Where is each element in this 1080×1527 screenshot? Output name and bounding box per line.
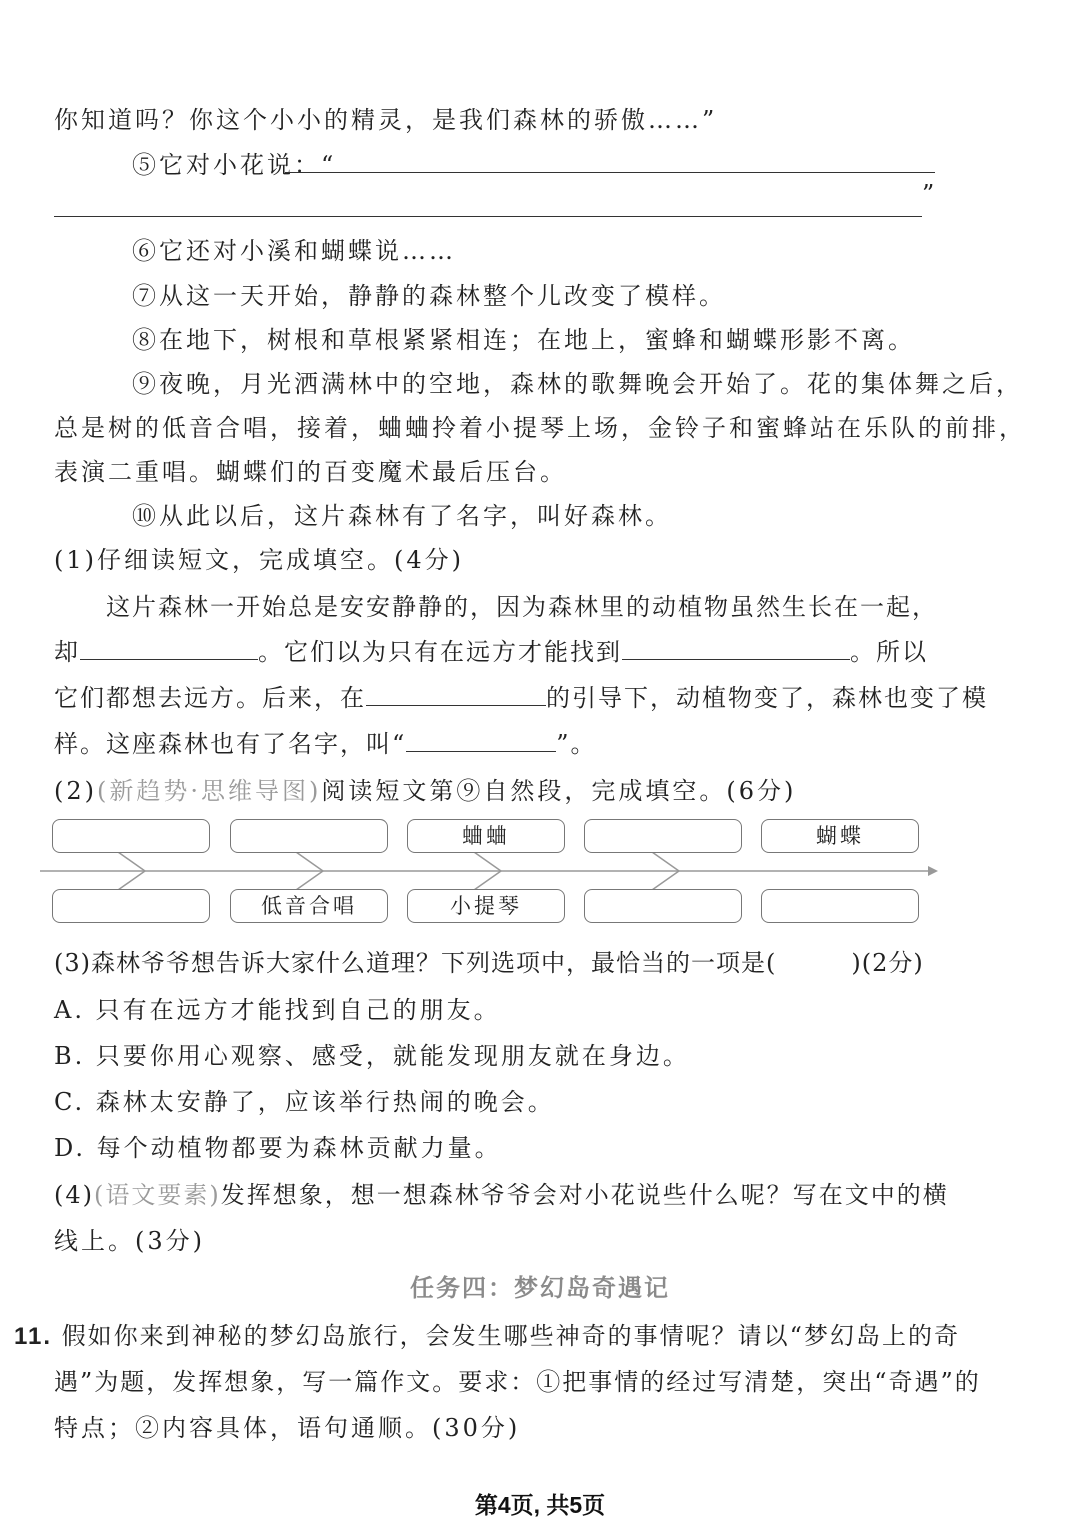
paragraph-9-line: ⑨夜晚，月光洒满林中的空地，森林的歌舞晚会开始了。花的集体舞之后， [132,370,1023,398]
question-text: 阅读短文第⑨自然段，完成填空。(6分) [321,777,797,805]
axis-arrowhead [928,866,938,876]
mind-map-box-top-5: 蝴蝶 [761,819,919,853]
question-tag: (新趋势·思维导图) [97,777,322,805]
page-footer: 第4页, 共5页 [474,1492,606,1518]
paragraph-6: ⑥它还对小溪和蝴蝶说…… [132,237,456,265]
text-span: 却 [54,638,80,666]
question-11-line: 特点；②内容具体，语句通顺。(30分) [54,1414,521,1442]
question-text: 发挥想象，想一想森林爷爷会对小花说些什么呢？写在文中的横 [220,1181,949,1209]
mind-map-box-top-2[interactable] [230,819,388,853]
paragraph-9-line: 表演二重唱。蝴蝶们的百变魔术最后压台。 [54,458,567,486]
text-span: 。它们以为只有在远方才能找到 [258,638,622,666]
option-c[interactable]: C. 森林太安静了，应该举行热闹的晚会。 [54,1088,555,1116]
question-1-prompt: (1)仔细读短文，完成填空。(4分) [54,546,464,574]
question-11 [14,1316,960,1351]
option-a[interactable]: A. 只有在远方才能找到自己的朋友。 [54,996,501,1024]
mind-map-box-top-3: 蛐蛐 [407,819,565,853]
paragraph-8: ⑧在地下，树根和草根紧紧相连；在地上，蜜蜂和蝴蝶形影不离。 [132,326,915,354]
mind-map-box-bottom-3: 小提琴 [407,889,565,923]
question-1-text: 这片森林一开始总是安安静静的，因为森林里的动植物虽然生长在一起， [106,593,938,621]
paragraph-9-line: 总是树的低音合唱，接着，蛐蛐拎着小提琴上场，金铃子和蜜蜂站在乐队的前排， [54,414,1026,442]
text-span: 样。这座森林也有了名字，叫“ [54,730,407,758]
question-3-prompt: (3)森林爷爷想告诉大家什么道理？下列选项中，最恰当的一项是( )(2分) [54,949,924,977]
mind-map-box-bottom-5[interactable] [761,889,919,923]
question-number: 11. [14,1323,53,1350]
text-span: 。所以 [850,638,928,666]
text-span: 的引导下，动植物变了，森林也变了模 [546,684,988,712]
mind-map-box-bottom-4[interactable] [584,889,742,923]
mind-map-box-bottom-1[interactable] [52,889,210,923]
paragraph-10: ⑩从此以后，这片森林有了名字，叫好森林。 [132,502,672,530]
paragraph-7: ⑦从这一天开始，静静的森林整个儿改变了模样。 [132,282,726,310]
mind-map-box-bottom-2: 低音合唱 [230,889,388,923]
question-number: (4) [54,1181,94,1209]
task-title: 任务四：梦幻岛奇遇记 [410,1273,670,1302]
text-span: 它们都想去远方。后来，在 [54,684,366,712]
question-number: (2) [54,777,97,805]
question-tag: (语文要素) [94,1181,221,1209]
option-b[interactable]: B. 只要你用心观察、感受，就能发现朋友就在身边。 [54,1042,690,1070]
text-span: ”。 [556,730,597,758]
question-4-prompt [54,1175,949,1210]
close-quote: ” [922,180,938,208]
mind-map-box-top-4[interactable] [584,819,742,853]
mind-map-box-top-1[interactable] [52,819,210,853]
question-11-line: 遇”为题，发挥想象，写一篇作文。要求：①把事情的经过写清楚，突出“奇遇”的 [54,1368,981,1396]
passage-line: 你知道吗？你这个小小的精灵，是我们森林的骄傲……” [54,106,718,134]
question-text: 假如你来到神秘的梦幻岛旅行，会发生哪些神奇的事情呢？请以“梦幻岛上的奇 [61,1322,960,1350]
paragraph-5-prefix: ⑤它对小花说：“ [132,151,337,179]
option-d[interactable]: D. 每个动植物都要为森林贡献力量。 [54,1134,502,1162]
question-4-prompt-cont: 线上。(3分) [54,1227,205,1255]
